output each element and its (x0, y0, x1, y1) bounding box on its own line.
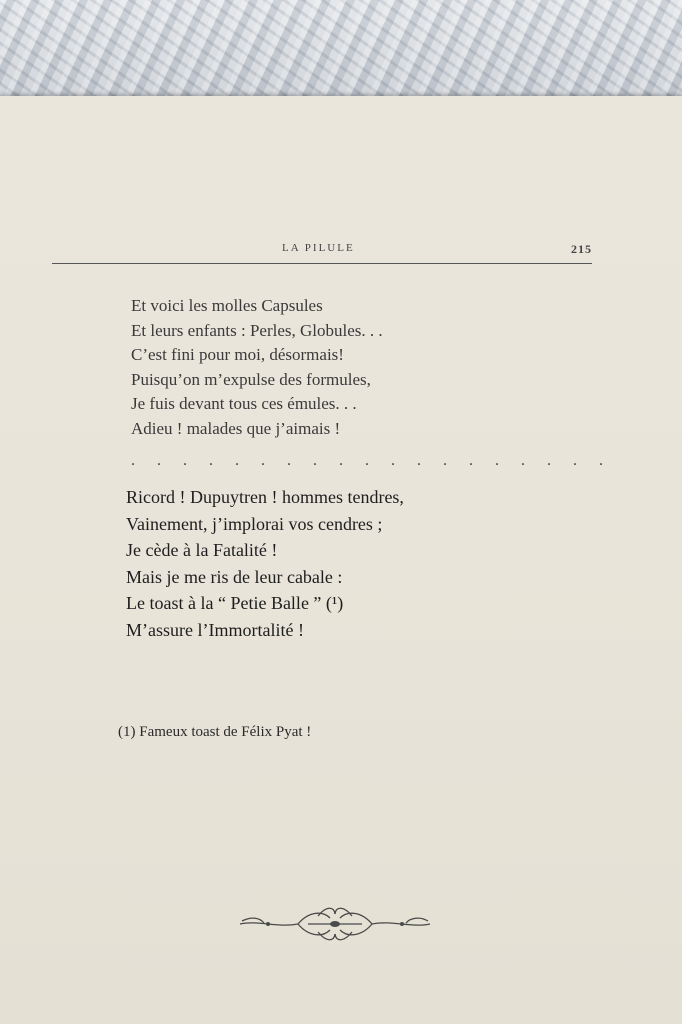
page-number: 215 (571, 242, 592, 256)
verse-line: Mais je me ris de leur cabale : (126, 566, 343, 587)
verse-line: Je cède à la Fatalité ! (126, 540, 278, 560)
footnote: (1) Fameux toast de Félix Pyat ! (118, 724, 312, 740)
page-header (52, 242, 592, 262)
poem-stanza-1 (131, 294, 383, 441)
verse-line: Je fuis devant tous ces émules. . . (131, 394, 357, 413)
verse-line: Le toast à la “ Petie Balle ” (¹) (126, 593, 344, 613)
verse-line: Puisqu’on m’expulse des formules, (131, 369, 371, 389)
running-title: LA PILULE (282, 242, 355, 254)
poem-stanza-2 (126, 484, 404, 643)
verse-line: Et leurs enfants : Perles, Globules. . . (131, 320, 383, 340)
verse-line: C’est fini pour moi, désormais! (131, 345, 344, 364)
omission-dots: . . . . . . . . . . . . . . . . . . . (131, 452, 612, 469)
fleuron-ornament-icon (238, 904, 432, 944)
verse-line: Vainement, j’implorai vos cendres ; (126, 513, 383, 534)
verse-line: Et voici les molles Capsules (131, 296, 323, 315)
header-rule (52, 263, 592, 264)
book-page (0, 96, 682, 1024)
verse-line: M’assure l’Immortalité ! (126, 619, 304, 640)
verse-line: Ricord ! Dupuytren ! hommes tendres, (126, 487, 404, 507)
verse-line: Adieu ! malades que j’aimais ! (131, 418, 341, 438)
